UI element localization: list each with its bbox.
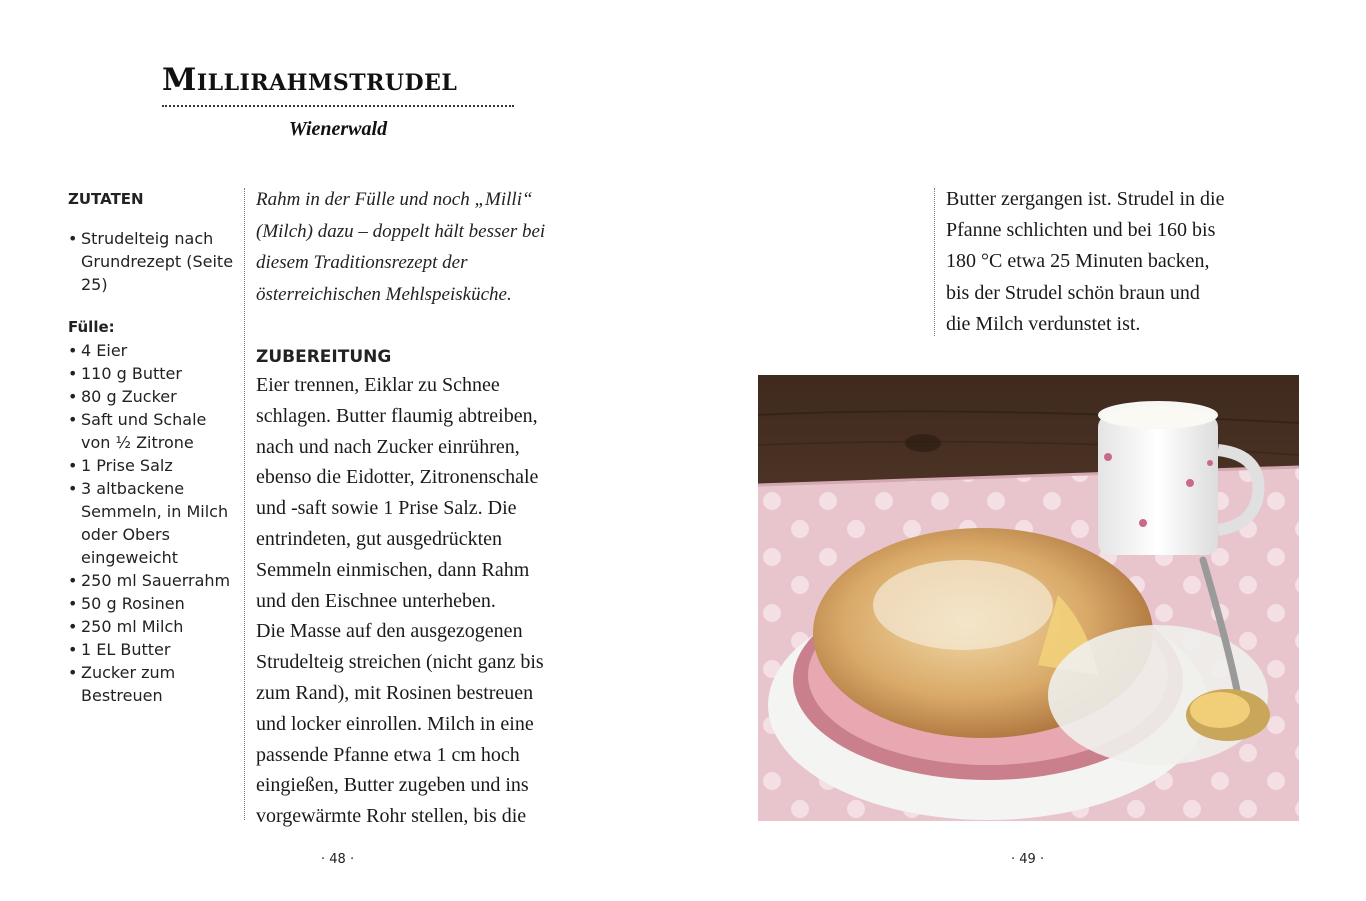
text-line: Strudelteig streichen (nicht ganz bis — [256, 651, 544, 674]
text-line: ebenso die Eidotter, Zitronenschale — [256, 466, 539, 489]
filling-heading: Fülle: — [68, 318, 115, 336]
text-line: passende Pfanne etwa 1 cm hoch — [256, 743, 520, 766]
base-ingredients-list — [68, 227, 238, 296]
column-divider-left — [244, 188, 245, 820]
ingredients-column — [68, 188, 238, 707]
text-line: bis der Strudel schön braun und — [946, 281, 1200, 304]
text-line: und locker einrollen. Milch in eine — [256, 712, 534, 735]
text-line: vorgewärmte Rohr stellen, bis die — [256, 805, 527, 828]
page-number-left: · 48 · — [321, 852, 355, 867]
title-divider — [162, 105, 514, 107]
recipe-region: Wienerwald — [288, 118, 388, 140]
text-line: Pfanne schlichten und bei 160 bis — [946, 219, 1216, 242]
list-item: • 1 Prise Salz — [68, 454, 238, 477]
list-item: • 250 ml Sauerrahm — [68, 569, 238, 592]
list-item: • 50 g Rosinen — [68, 592, 238, 615]
text-line: und den Eischnee unterheben. — [256, 589, 496, 612]
recipe-photo — [758, 375, 1299, 821]
recipe-title: Millirahmstrudel — [162, 62, 458, 98]
list-item: • 110 g Butter — [68, 362, 238, 385]
text-line: die Milch verdunstet ist. — [946, 312, 1141, 335]
list-item: • 4 Eier — [68, 339, 238, 362]
text-line: eingießen, Butter zugeben und ins — [256, 774, 529, 797]
text-line: Semmeln einmischen, dann Rahm — [256, 558, 530, 581]
text-line: und -saft sowie 1 Prise Salz. Die — [256, 497, 517, 520]
text-line: Eier trennen, Eiklar zu Schnee — [256, 374, 500, 396]
text-line: Die Masse auf den ausgezogenen — [256, 620, 523, 643]
list-item: • 80 g Zucker — [68, 385, 238, 408]
preparation-text — [256, 370, 591, 832]
text-line: entrindeten, gut ausgedrückten — [256, 527, 503, 550]
preparation-heading: ZUBEREITUNG — [256, 347, 392, 367]
instructions-column — [256, 184, 591, 832]
list-item: • Zucker zum Bestreuen — [68, 661, 238, 707]
list-item: • 1 EL Butter — [68, 638, 238, 661]
list-item: • 3 altbackene Semmeln, in Milch oder Obers eingeweicht — [68, 477, 238, 569]
column-divider-right — [934, 188, 935, 336]
strudel-photo-illustration — [758, 375, 1299, 821]
recipe-intro: Rahm in der Fülle und noch „Milli“ (Milch) dazu – doppelt hält besser bei diesem Traditionsrezept der österreichischen Mehlspeisküche. — [256, 189, 546, 305]
text-line: schlagen. Butter flaumig abtreiben, — [256, 404, 538, 427]
ingredients-heading: ZUTATEN — [68, 190, 144, 208]
list-item: • Saft und Schale von ½ Zitrone — [68, 408, 238, 454]
filling-ingredients-list — [68, 339, 238, 707]
preparation-continued — [946, 184, 1276, 340]
page-number-right: · 49 · — [1011, 852, 1045, 867]
text-line: nach und nach Zucker einrühren, — [256, 435, 520, 458]
list-item: • 250 ml Milch — [68, 615, 238, 638]
text-line: zum Rand), mit Rosinen bestreuen — [256, 681, 534, 704]
text-line: 180 °C etwa 25 Minuten backen, — [946, 250, 1210, 273]
text-line: Butter zergangen ist. Strudel in die — [946, 188, 1225, 210]
list-item: • Strudelteig nach Grundrezept (Seite 25) — [68, 227, 238, 296]
